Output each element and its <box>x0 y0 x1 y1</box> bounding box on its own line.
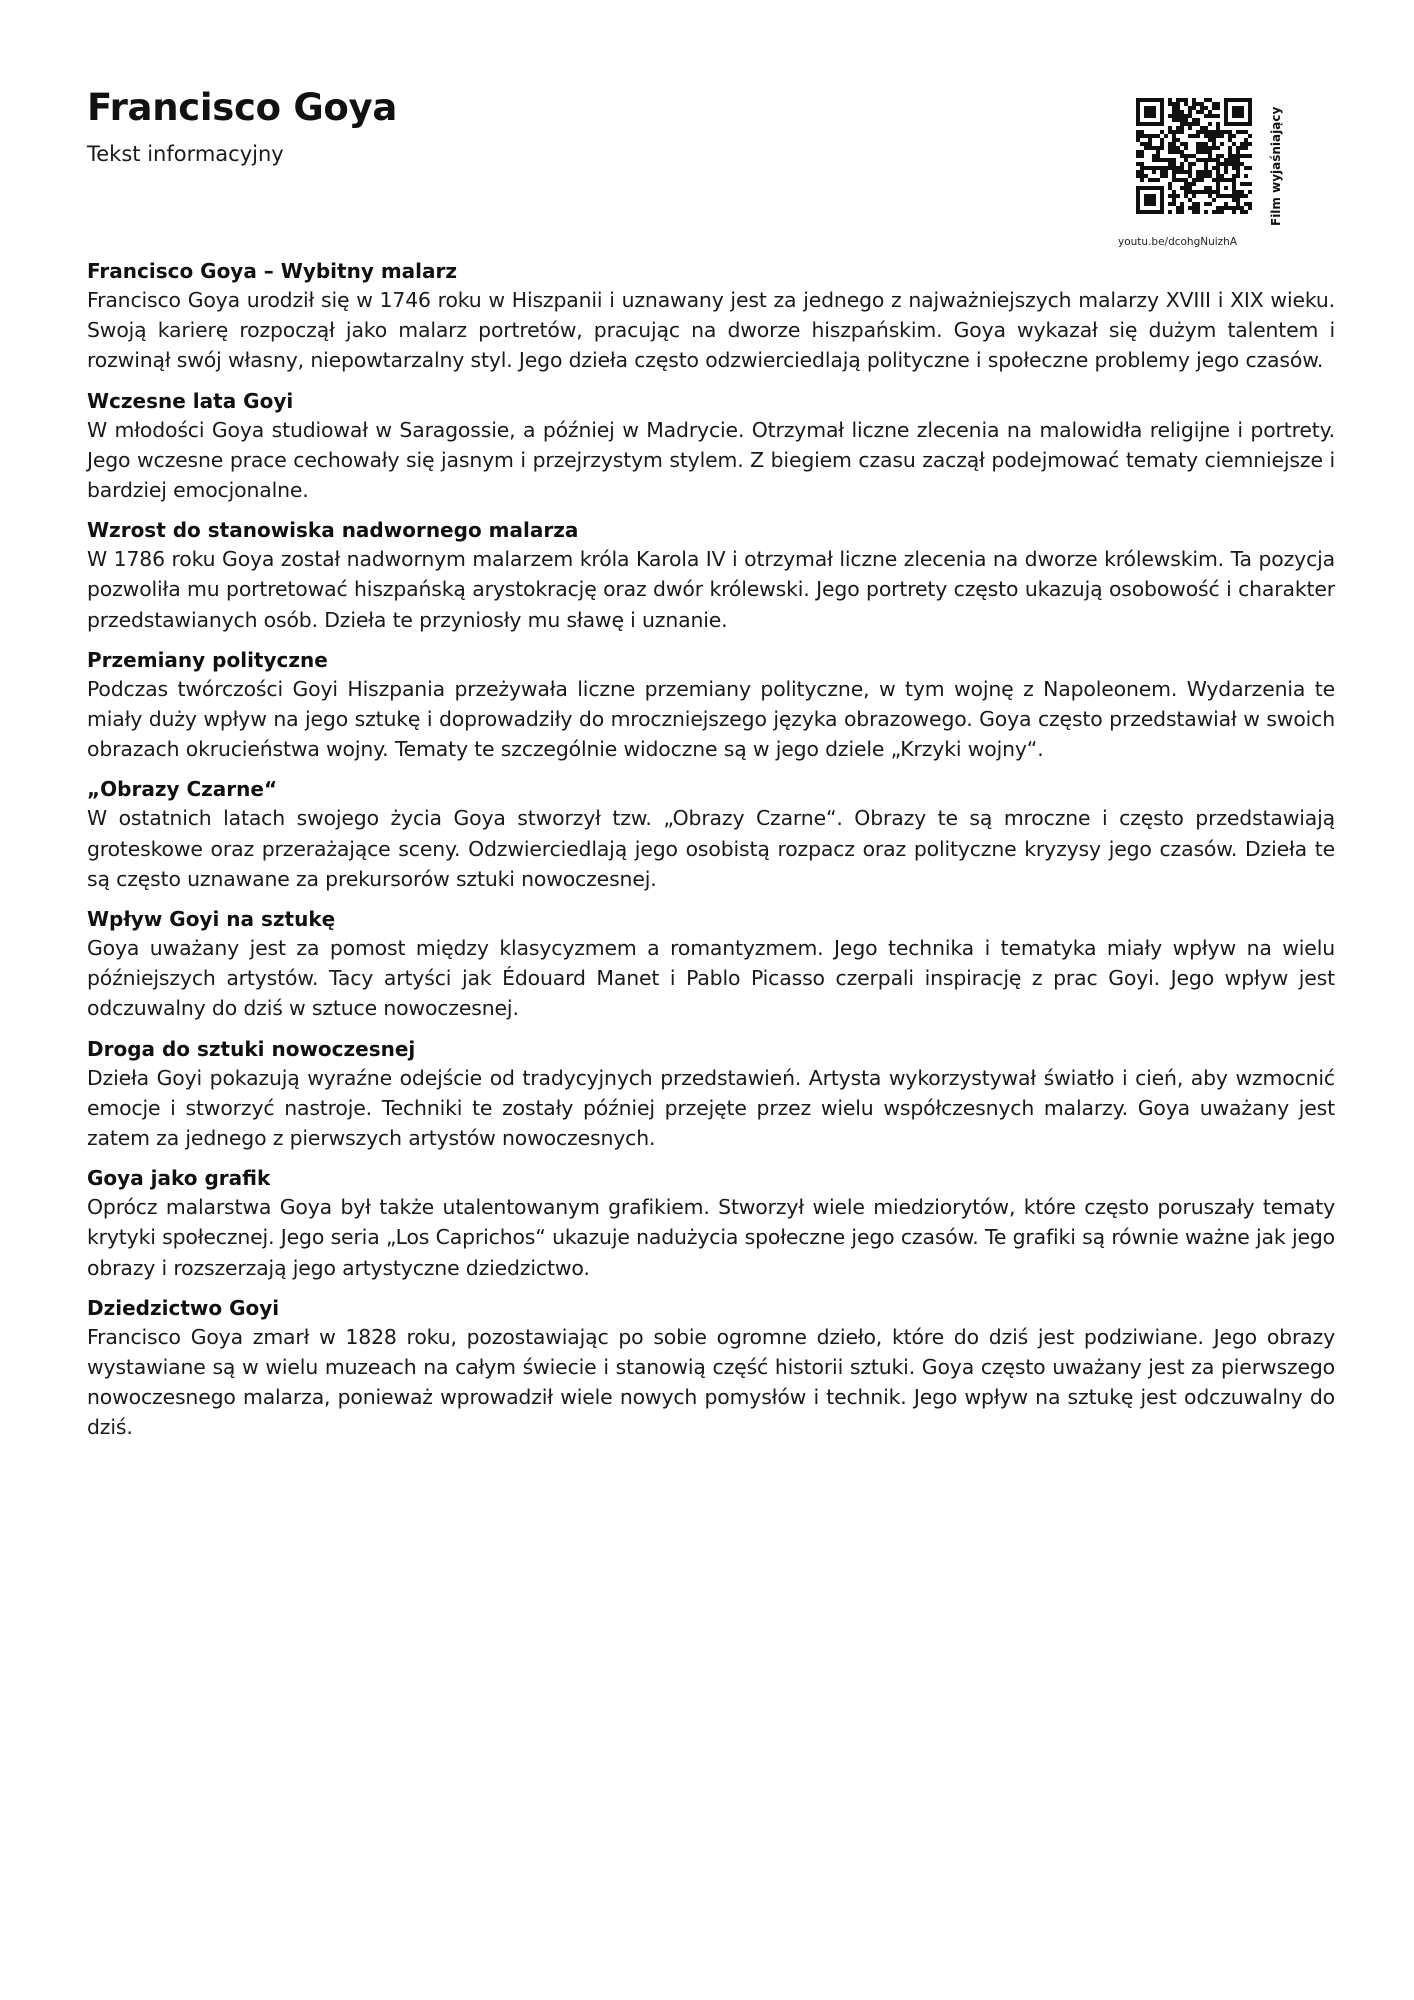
section-body: W ostatnich latach swojego życia Goya stworzył tzw. „Obrazy Czarne“. Obrazy te są mroczne i często przedstawiają groteskowe oraz przerażające sceny. Odzwierciedlają jego osobistą rozpacz oraz polityczne kryzysy jego czasów. Dzieła te są często uznawane za prekursorów sztuki nowoczesnej. <box>87 806 1335 891</box>
section-heading: „Obrazy Czarne“ <box>87 777 278 802</box>
section-heading: Wzrost do stanowiska nadwornego malarza <box>87 518 579 543</box>
section-body: Podczas twórczości Goyi Hiszpania przeżywała liczne przemiany polityczne, w tym wojnę z Napoleonem. Wydarzenia te miały duży wpływ na jego sztukę i doprowadziły do mroczniejszego języka obrazowego. Goya często przedstawiał w swoich obrazach okrucieństwa wojny. Tematy te szczególnie widoczne są w jego dziele „Krzyki wojny“. <box>87 676 1335 762</box>
section <box>87 905 1335 1024</box>
section-body: Francisco Goya zmarł w 1828 roku, pozostawiając po sobie ogromne dzieło, które do dziś jest podziwiane. Jego obrazy wystawiane są w wielu muzeach na całym świecie i stanowią część historii sztuki. Goya często uważany jest za pierwszego nowoczesnego malarza, ponieważ wprowadził wiele nowych pomysłów i technik. Jego wpływ na sztukę jest odczuwalny do dziś. <box>87 1324 1335 1440</box>
section-heading: Wczesne lata Goyi <box>87 388 294 413</box>
section <box>87 1294 1335 1443</box>
section <box>87 1035 1335 1154</box>
section-heading: Wpływ Goyi na sztukę <box>87 907 336 932</box>
qr-label: Film wyjaśniający <box>1269 106 1283 226</box>
section-heading: Dziedzictwo Goyi <box>87 1295 280 1320</box>
qr-url[interactable]: youtu.be/dcohgNuizhA <box>1118 236 1238 248</box>
section-body: W młodości Goya studiował w Saragossie, a później w Madrycie. Otrzymał liczne zlecenia na malowidła religijne i portrety. Jego wczesne prace cechowały się jasnym i przejrzystym stylem. Z biegiem czasu zaczął podejmować tematy ciemniejsze i bardziej emocjonalne. <box>87 417 1335 503</box>
section <box>87 775 1335 894</box>
article <box>87 257 1335 1454</box>
section <box>87 257 1335 376</box>
page-title: Francisco Goya <box>87 86 398 129</box>
section-body: W 1786 roku Goya został nadwornym malarzem króla Karola IV i otrzymał liczne zlecenia na dworze królewskim. Ta pozycja pozwoliła mu portretować hiszpańską arystokrację oraz dwór królewski. Jego portrety często ukazują osobowość i charakter przedstawianych osób. Dzieła te przyniosły mu sławę i uznanie. <box>87 547 1335 632</box>
section-body: Dzieła Goyi pokazują wyraźne odejście od tradycyjnych przedstawień. Artysta wykorzystywał światło i cień, aby wzmocnić emocje i stworzyć nastroje. Techniki te zostały później przejęte przez wielu współczesnych malarzy. Goya uważany jest zatem za jednego z pierwszych artystów nowoczesnych. <box>87 1065 1335 1151</box>
section-body: Goya uważany jest za pomost między klasycyzmem a romantyzmem. Jego technika i tematyka miały wpływ na wielu późniejszych artystów. Tacy artyści jak Édouard Manet i Pablo Picasso czerpali inspirację z prac Goyi. Jego wpływ jest odczuwalny do dziś w sztuce nowoczesnej. <box>87 936 1335 1021</box>
section-body: Francisco Goya urodził się w 1746 roku w Hiszpanii i uznawany jest za jednego z najważniejszych malarzy XVIII i XIX wieku. Swoją karierę rozpoczął jako malarz portretów, pracując na dworze hiszpańskim. Goya wykazał się dużym talentem i rozwinął swój własny, niepowtarzalny styl. Jego dzieła często odzwierciedlają polityczne i społeczne problemy jego czasów. <box>87 288 1335 373</box>
section <box>87 646 1335 765</box>
section <box>87 516 1335 635</box>
section <box>87 387 1335 506</box>
section-heading: Przemiany polityczne <box>87 647 328 672</box>
section-heading: Francisco Goya – Wybitny malarz <box>87 259 458 283</box>
section-heading: Droga do sztuki nowoczesnej <box>87 1036 416 1061</box>
section <box>87 1164 1335 1283</box>
section-heading: Goya jako grafik <box>87 1166 271 1191</box>
section-body: Oprócz malarstwa Goya był także utalentowanym grafikiem. Stworzył wiele miedziorytów, które często poruszały tematy krytyki społecznej. Jego seria „Los Caprichos“ ukazuje nadużycia społeczne jego czasów. Te grafiki są równie ważne jak jego obrazy i rozszerzają jego artystyczne dziedzictwo. <box>87 1195 1335 1280</box>
page-subtitle: Tekst informacyjny <box>87 142 284 166</box>
qr-code-icon[interactable] <box>1136 98 1252 214</box>
